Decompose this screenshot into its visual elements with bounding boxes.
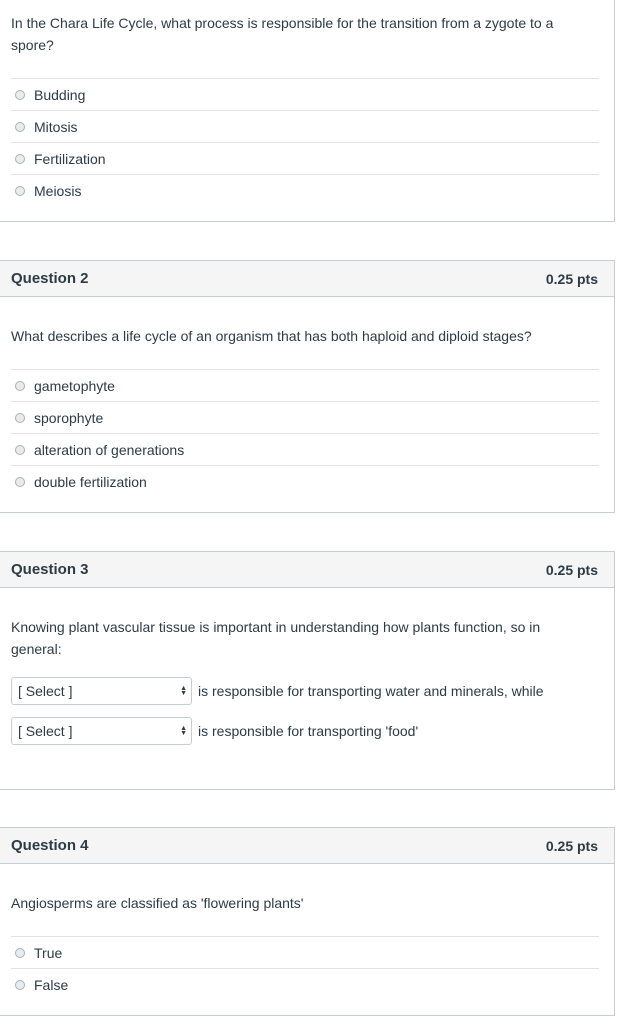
radio-button-icon[interactable]: [15, 445, 25, 455]
question-3-body: [0, 588, 614, 790]
radio-button-icon[interactable]: [15, 381, 25, 391]
dropdown-select[interactable]: [11, 717, 192, 745]
answer-label: False: [34, 976, 69, 993]
question-1: [0, 0, 615, 222]
answer-option[interactable]: [11, 78, 599, 110]
radio-button-icon[interactable]: [15, 186, 25, 196]
radio-button-icon[interactable]: [15, 477, 25, 487]
dropdown-select[interactable]: [11, 677, 192, 705]
answer-option[interactable]: [11, 968, 599, 1000]
answer-label: Fertilization: [34, 150, 106, 167]
select-trailing-text: is responsible for transporting 'food': [198, 723, 419, 739]
question-4: [0, 827, 615, 1016]
select-arrows-icon: ▲ ▼: [180, 685, 187, 697]
answer-option[interactable]: [11, 936, 599, 968]
select-value: [ Select ]: [18, 683, 73, 699]
radio-button-icon[interactable]: [15, 413, 25, 423]
answer-option[interactable]: [11, 401, 599, 433]
answer-option[interactable]: [11, 433, 599, 465]
answer-label: Budding: [34, 86, 86, 103]
radio-button-icon[interactable]: [15, 948, 25, 958]
question-points: 0.25 pts: [545, 837, 598, 854]
answer-label: Meiosis: [34, 182, 82, 199]
question-4-text: Angiosperms are classified as 'flowering plants': [11, 895, 304, 911]
answer-option[interactable]: [11, 369, 599, 401]
select-row: [11, 716, 614, 746]
question-points: 0.25 pts: [545, 561, 598, 578]
radio-button-icon[interactable]: [15, 90, 25, 100]
select-arrows-icon: ▲ ▼: [180, 725, 187, 737]
question-2-body: [0, 297, 614, 513]
question-1-text: In the Chara Life Cycle, what process is responsible for the transition from a zygote to a spore?: [11, 15, 554, 53]
question-3: [0, 551, 615, 790]
answer-label: alteration of generations: [34, 441, 185, 458]
question-points: 0.25 pts: [545, 270, 598, 287]
select-row: [11, 676, 614, 706]
radio-button-icon[interactable]: [15, 154, 25, 164]
radio-button-icon[interactable]: [15, 122, 25, 132]
question-2-answers: [11, 369, 599, 497]
question-3-text: Knowing plant vascular tissue is important in understanding how plants function, so in general:: [11, 619, 541, 657]
answer-option[interactable]: [11, 142, 599, 174]
answer-option[interactable]: [11, 174, 599, 206]
question-2-text: What describes a life cycle of an organism that has both haploid and diploid stages?: [11, 328, 532, 344]
select-trailing-text: is responsible for transporting water and minerals, while: [198, 683, 544, 699]
radio-button-icon[interactable]: [15, 980, 25, 990]
answer-label: True: [34, 944, 63, 961]
answer-option[interactable]: [11, 465, 599, 497]
question-title: Question 3: [11, 561, 89, 578]
answer-label: double fertilization: [34, 473, 147, 490]
question-2: [0, 260, 615, 513]
answer-label: Mitosis: [34, 118, 78, 135]
question-4-answers: [11, 936, 599, 1000]
question-4-body: [0, 864, 614, 1016]
answer-label: gametophyte: [34, 377, 115, 394]
question-1-body: [0, 0, 614, 222]
question-4-header: [0, 827, 614, 864]
question-title: Question 2: [11, 270, 89, 287]
question-1-answers: [11, 78, 599, 206]
answer-label: sporophyte: [34, 409, 104, 426]
answer-option[interactable]: [11, 110, 599, 142]
question-title: Question 4: [11, 837, 89, 854]
question-3-header: [0, 551, 614, 588]
select-value: [ Select ]: [18, 723, 73, 739]
question-2-header: [0, 260, 614, 297]
